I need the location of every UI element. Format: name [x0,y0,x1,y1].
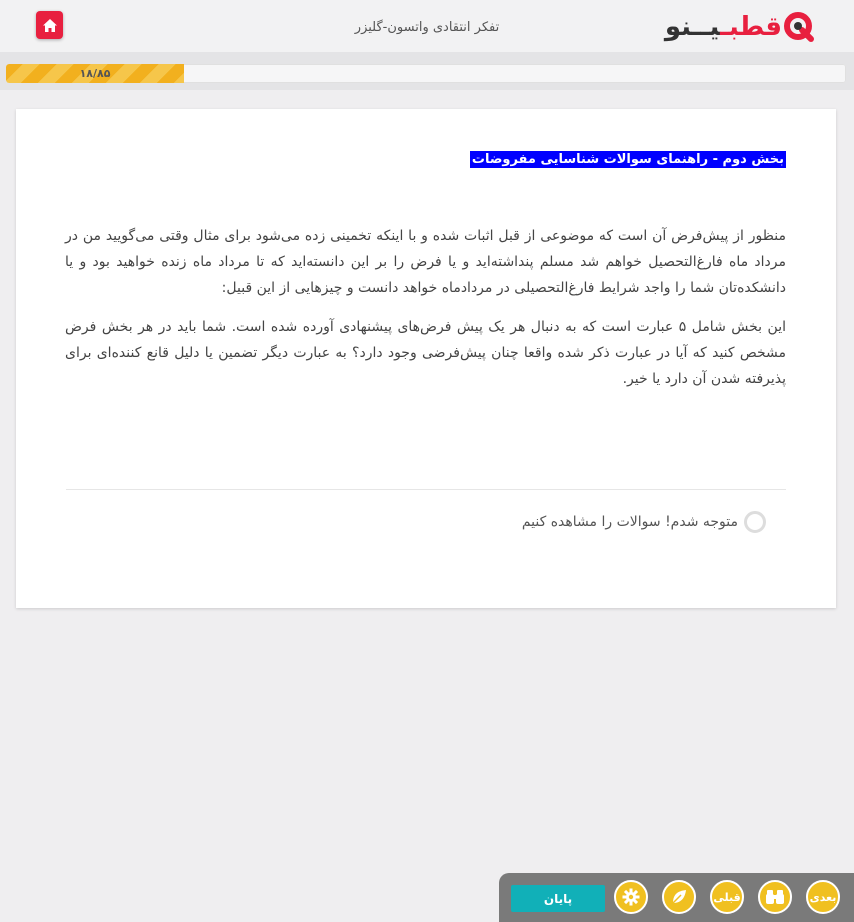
gear-icon [622,888,640,906]
logo-text: قطبـیــنو [664,12,782,42]
home-button[interactable] [36,11,63,39]
bottom-toolbar [499,873,854,922]
brand-logo[interactable] [665,10,814,44]
previous-button[interactable]: قبلی [710,880,744,914]
acknowledge-label: متوجه شدم! سوالات را مشاهده کنیم [521,514,738,530]
content-card [16,109,836,608]
app-header [0,0,854,52]
progress-track [6,64,846,83]
binoculars-icon [765,888,785,906]
end-button[interactable]: پایان [511,885,605,912]
radio-button[interactable] [744,511,766,533]
home-icon [42,18,58,33]
section-title: بخش دوم - راهنمای سوالات شناسایی مفروضات [471,152,784,167]
leaf-icon [670,888,688,906]
acknowledge-option[interactable] [522,510,766,534]
instruction-paragraph-1: منظور از پیش‌فرض آن است که موضوعی از قبل اثبات شده و با اینکه تخمینی زده می‌شود برای مثال وقتی می‌گویید من در مرداد ماه فارغ‌التحصیل خواهم شد مسلم پنداشته‌اید و یا فرض را بر این دانسته‌اید که تا مرداد ماه زنده خواهید بود و یا دانشکده‌تان شما را واجد شرایط فارغ‌التحصیلی در مردادماه خواهد دانست و چیزهایی از این قبیل: [65,228,786,296]
progress-label: ۱۸/۸۵ [79,67,111,80]
progress-fill [6,64,184,83]
divider [66,489,786,490]
instruction-paragraph-2: این بخش شامل ۵ عبارت است که به دنبال هر یک پیش فرض‌های پیشنهادی آورده شده است. شما باید در هر بخش فرض مشخص کنید که آیا در عبارت ذکر شده واقعا چنان پیش‌فرضی وجود دارد؟ به عبارت دیگر تضمین یا دلیل قانع کننده‌ای برای پذیرفته شدن آن دارد یا خیر. [65,319,786,387]
progress-section [0,52,854,90]
page-title: تفکر انتقادی واتسون-گلیزر [354,20,500,35]
leaf-button[interactable] [662,880,696,914]
logo-q-icon [784,12,814,42]
settings-button[interactable] [614,880,648,914]
binoculars-button[interactable] [758,880,792,914]
next-button[interactable]: بعدی [806,880,840,914]
